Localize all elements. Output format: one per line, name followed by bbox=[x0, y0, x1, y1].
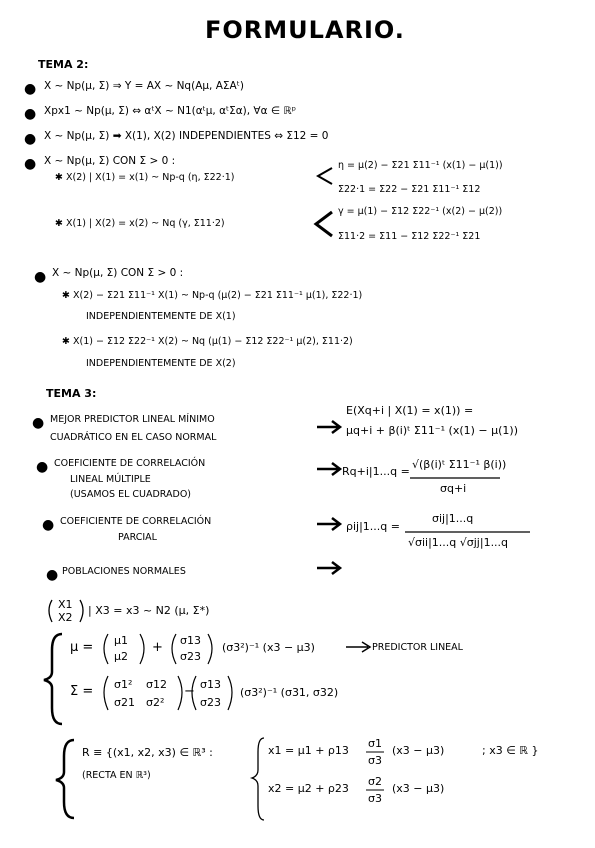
bullet-icon: ● bbox=[36, 459, 49, 475]
matrix-22: σ2² bbox=[146, 696, 165, 709]
tema2-bullet-3: X ~ Np(μ, Σ) ➡ X(1), X(2) INDEPENDIENTES ⇔ Σ12 = 0 bbox=[44, 130, 329, 142]
tema3-heading: TEMA 3: bbox=[46, 387, 97, 400]
bullet-icon: ● bbox=[34, 269, 47, 285]
conditional-2-gamma: γ = μ(1) − Σ12 Σ22⁻¹ (x(2) − μ(2)) bbox=[338, 206, 503, 217]
independence-1: ✱ X(2) − Σ21 Σ11⁻¹ X(1) ~ Np-q (μ(2) − Σ21 Σ11⁻¹ μ(1), Σ22·1) bbox=[62, 290, 363, 301]
domain-note: ; x3 ∈ ℝ } bbox=[482, 744, 539, 757]
sigma23: σ23 bbox=[180, 650, 201, 663]
matrix-12: σ12 bbox=[146, 678, 167, 691]
matrix-21: σ21 bbox=[114, 696, 135, 709]
mu-tail: (σ3²)⁻¹ (x3 − μ3) bbox=[222, 641, 315, 654]
independence-1-note: INDEPENDIENTEMENTE DE X(1) bbox=[86, 311, 236, 322]
x2-tail: (x3 − μ3) bbox=[392, 782, 445, 795]
best-predictor-expectation: E(Xq+i | X(1) = x(1)) = bbox=[346, 404, 474, 417]
bullet-icon: ● bbox=[32, 415, 45, 431]
multiple-correlation-denominator: σq+i bbox=[440, 482, 467, 495]
conditional-1: ✱ X(2) | X(1) = x(1) ~ Np-q (η, Σ22·1) bbox=[55, 172, 235, 183]
tema2-bullet-2: Xpx1 ~ Np(μ, Σ) ⇔ αᵗX ~ N1(αᵗμ, αᵗΣα), ∀α ∈ ℝᵖ bbox=[44, 105, 297, 117]
partial-correlation-lhs: ρij|1...q = bbox=[346, 520, 400, 533]
sigma23-b: σ23 bbox=[200, 696, 221, 709]
sigma-tail: (σ3²)⁻¹ (σ31, σ32) bbox=[240, 686, 339, 699]
conditional-2: ✱ X(1) | X(2) = x(2) ~ Nq (γ, Σ11·2) bbox=[55, 218, 225, 229]
bullet-icon: ● bbox=[42, 517, 55, 533]
x1-frac-den: σ3 bbox=[368, 754, 382, 767]
tema3-item4: POBLACIONES NORMALES bbox=[62, 566, 186, 577]
tema3-item2-line3: (USAMOS EL CUADRADO) bbox=[70, 489, 192, 500]
tema2-heading: TEMA 2: bbox=[38, 58, 89, 71]
bullet-icon: ● bbox=[46, 567, 59, 583]
independence-2: ✱ X(1) − Σ12 Σ22⁻¹ X(2) ~ Nq (μ(1) − Σ12 Σ22⁻¹ μ(2), Σ11·2) bbox=[62, 336, 353, 347]
conditional-2-sigma: Σ11·2 = Σ11 − Σ12 Σ22⁻¹ Σ21 bbox=[338, 231, 481, 242]
line-definition: R ≡ {(x1, x2, x3) ∈ ℝ³ : bbox=[82, 746, 213, 759]
partial-correlation-denominator: √σii|1...q √σjj|1...q bbox=[408, 536, 509, 549]
bullet-icon: ● bbox=[24, 156, 37, 172]
tema3-item2-line1: COEFICIENTE DE CORRELACIÓN bbox=[54, 458, 206, 469]
bullet-icon: ● bbox=[24, 81, 37, 97]
x1-equation: x1 = μ1 + ρ13 bbox=[268, 744, 349, 757]
sigma-lhs: Σ = bbox=[70, 684, 94, 699]
x2-equation: x2 = μ2 + ρ23 bbox=[268, 782, 349, 795]
conditional-1-eta: η = μ(2) − Σ21 Σ11⁻¹ (x(1) − μ(1)) bbox=[338, 160, 503, 171]
multiple-correlation-numerator: √(β(i)ᵗ Σ11⁻¹ β(i)) bbox=[412, 458, 507, 471]
tema3-item1-line1: MEJOR PREDICTOR LINEAL MÍNIMO bbox=[50, 414, 215, 425]
conditional-1-sigma: Σ22·1 = Σ22 − Σ21 Σ11⁻¹ Σ12 bbox=[338, 184, 481, 195]
predictor-label: PREDICTOR LINEAL bbox=[372, 642, 463, 653]
line-note: (RECTA EN ℝ³) bbox=[82, 770, 151, 781]
x1-frac-num: σ1 bbox=[368, 737, 382, 750]
tema3-item1-line2: CUADRÁTICO EN EL CASO NORMAL bbox=[50, 432, 217, 443]
plus-sign: + bbox=[152, 640, 163, 655]
bullet-icon: ● bbox=[24, 131, 37, 147]
vector-x2: X2 bbox=[58, 611, 73, 624]
vector-x1: X1 bbox=[58, 598, 73, 611]
mu-top: μ1 bbox=[114, 634, 128, 647]
x2-frac-num: σ2 bbox=[368, 775, 382, 788]
tema3-item3-line1: COEFICIENTE DE CORRELACIÓN bbox=[60, 516, 212, 527]
independence-2-note: INDEPENDIENTEMENTE DE X(2) bbox=[86, 358, 236, 369]
sigma13: σ13 bbox=[180, 634, 201, 647]
minus-sign: − bbox=[184, 684, 195, 699]
tema2-bullet-1: X ~ Np(μ, Σ) ⇒ Y = AX ~ Nq(Aμ, AΣAᵗ) bbox=[44, 80, 244, 92]
matrix-11: σ1² bbox=[114, 678, 133, 691]
partial-correlation-numerator: σij|1...q bbox=[432, 512, 474, 525]
multiple-correlation-lhs: Rq+i|1...q = bbox=[342, 465, 410, 478]
tema3-item3-line2: PARCIAL bbox=[118, 532, 157, 543]
best-predictor-formula: μq+i + β(i)ᵗ Σ11⁻¹ (x(1) − μ(1)) bbox=[346, 424, 518, 437]
conditional-distribution: | X3 = x3 ~ N2 (μ, Σ*) bbox=[88, 604, 210, 617]
mu-bottom: μ2 bbox=[114, 650, 128, 663]
page-title: FORMULARIO. bbox=[205, 16, 405, 44]
tema2-bullet-4: X ~ Np(μ, Σ) CON Σ > 0 : bbox=[44, 155, 176, 167]
bullet-icon: ● bbox=[24, 106, 37, 122]
x1-tail: (x3 − μ3) bbox=[392, 744, 445, 757]
x2-frac-den: σ3 bbox=[368, 792, 382, 805]
tema2-bullet-5: X ~ Np(μ, Σ) CON Σ > 0 : bbox=[52, 267, 184, 279]
sigma13-b: σ13 bbox=[200, 678, 221, 691]
tema3-item2-line2: LINEAL MÚLTIPLE bbox=[70, 474, 151, 485]
mu-lhs: μ = bbox=[70, 640, 94, 655]
